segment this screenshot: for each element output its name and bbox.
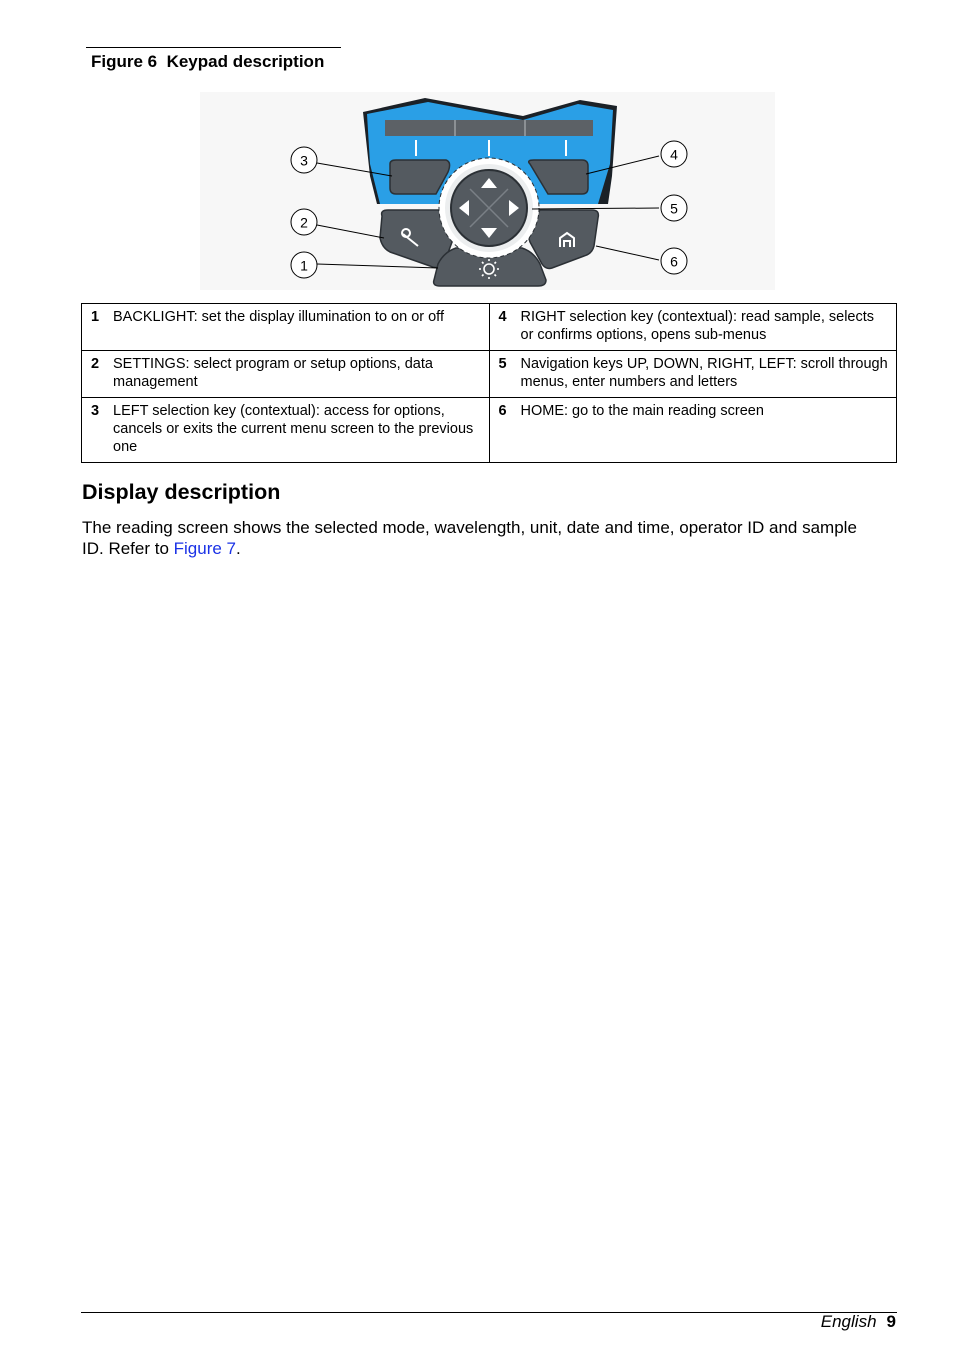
figure-caption-rule: [86, 47, 341, 48]
figure-caption: Figure 6 Keypad description: [91, 52, 325, 71]
legend-number: 4: [498, 309, 507, 325]
table-row: [82, 304, 897, 351]
legend-text: BACKLIGHT: set the display illumination to on or off: [113, 309, 444, 325]
svg-text:4: 4: [670, 146, 678, 163]
footer-rule: [81, 1312, 897, 1313]
page-footer: [821, 1312, 896, 1332]
legend-cell-3: [82, 398, 490, 463]
legend-cell-4: [489, 304, 897, 351]
svg-text:3: 3: [300, 152, 308, 169]
legend-number: 3: [91, 403, 100, 419]
legend-cell-2: [82, 351, 490, 398]
legend-number: 5: [498, 356, 507, 372]
legend-text: LEFT selection key (contextual): access for options, cancels or exits the current menu screen to the previous one: [113, 403, 474, 455]
table-row: [82, 398, 897, 463]
legend-number: 6: [498, 403, 507, 419]
callout-2: [291, 209, 317, 235]
figure-7-link[interactable]: Figure 7: [173, 538, 237, 558]
paragraph-text: The reading screen shows the selected mode, wavelength, unit, date and time, operator ID and sample ID. Refer to: [82, 518, 857, 558]
legend-text: HOME: go to the main reading screen: [520, 403, 764, 419]
svg-text:2: 2: [300, 214, 308, 231]
legend-cell-1: [82, 304, 490, 351]
keypad-figure: [200, 92, 775, 290]
legend-number: 2: [91, 356, 100, 372]
callout-3: [291, 147, 317, 173]
legend-text: SETTINGS: select program or setup options, data management: [113, 356, 433, 390]
table-row: [82, 351, 897, 398]
keypad-legend-table: [81, 303, 897, 463]
page-number: 9: [886, 1312, 896, 1331]
legend-text: RIGHT selection key (contextual): read sample, selects or confirms options, opens sub-menus: [520, 309, 875, 343]
display-bottom-strip: [385, 120, 593, 136]
legend-cell-6: [489, 398, 897, 463]
svg-text:6: 6: [670, 253, 678, 270]
legend-text: Navigation keys UP, DOWN, RIGHT, LEFT: scroll through menus, enter numbers and letters: [520, 356, 888, 390]
section-paragraph: [82, 518, 882, 559]
svg-text:5: 5: [670, 200, 678, 217]
callout-4: [661, 141, 687, 167]
legend-cell-5: [489, 351, 897, 398]
callout-5: [661, 195, 687, 221]
paragraph-end: .: [236, 538, 241, 558]
legend-number: 1: [91, 309, 100, 325]
callout-6: [661, 248, 687, 274]
svg-text:1: 1: [300, 257, 308, 274]
callout-1: [291, 252, 317, 278]
section-heading: Display description: [82, 480, 281, 504]
footer-language: English: [820, 1312, 877, 1331]
